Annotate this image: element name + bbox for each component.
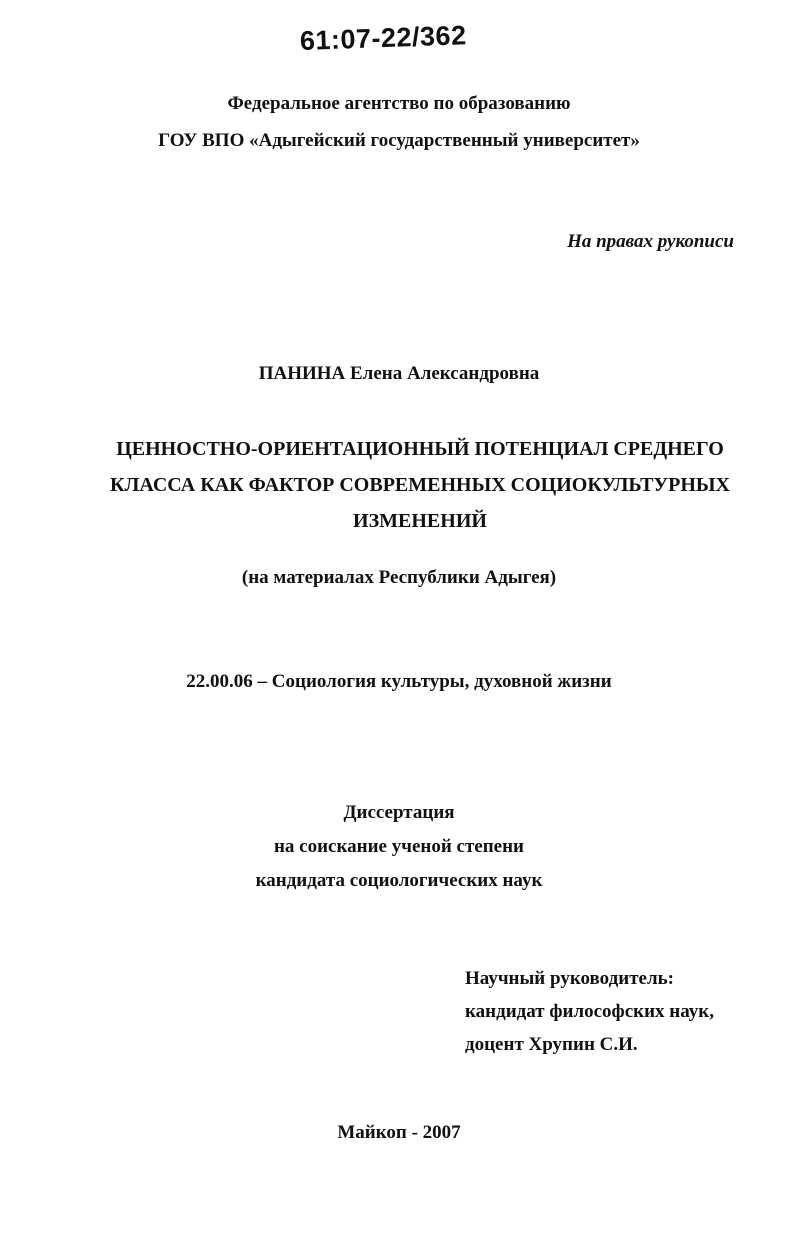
title-line-3: ИЗМЕНЕНИЙ: [353, 510, 487, 532]
supervisor-name: доцент Хрупин С.И.: [465, 1034, 638, 1055]
degree-line-3: кандидата социологических наук: [255, 870, 543, 891]
title-line-2: КЛАССА КАК ФАКТОР СОВРЕМЕННЫХ СОЦИОКУЛЬТУРНЫХ: [110, 474, 730, 496]
title-line-1: ЦЕННОСТНО-ОРИЕНТАЦИОННЫЙ ПОТЕНЦИАЛ СРЕДНЕГО: [116, 438, 724, 460]
archive-stamp: 61:07-22/362: [299, 20, 468, 56]
agency-name: Федеральное агентство по образованию: [227, 93, 571, 114]
manuscript-note: На правах рукописи: [567, 231, 734, 252]
place-year: Майкоп - 2007: [337, 1122, 461, 1143]
degree-line-2: на соискание ученой степени: [273, 836, 524, 857]
supervisor-degree: кандидат философских наук,: [465, 1001, 714, 1022]
author-name: ПАНИНА Елена Александровна: [258, 363, 540, 384]
supervisor-label: Научный руководитель:: [465, 968, 674, 989]
university-name: ГОУ ВПО «Адыгейский государственный университет»: [158, 130, 640, 151]
subtitle: (на материалах Республики Адыгея): [241, 567, 557, 588]
specialty-code: 22.00.06 – Социология культуры, духовной жизни: [186, 671, 612, 692]
degree-line-1: Диссертация: [343, 802, 455, 823]
